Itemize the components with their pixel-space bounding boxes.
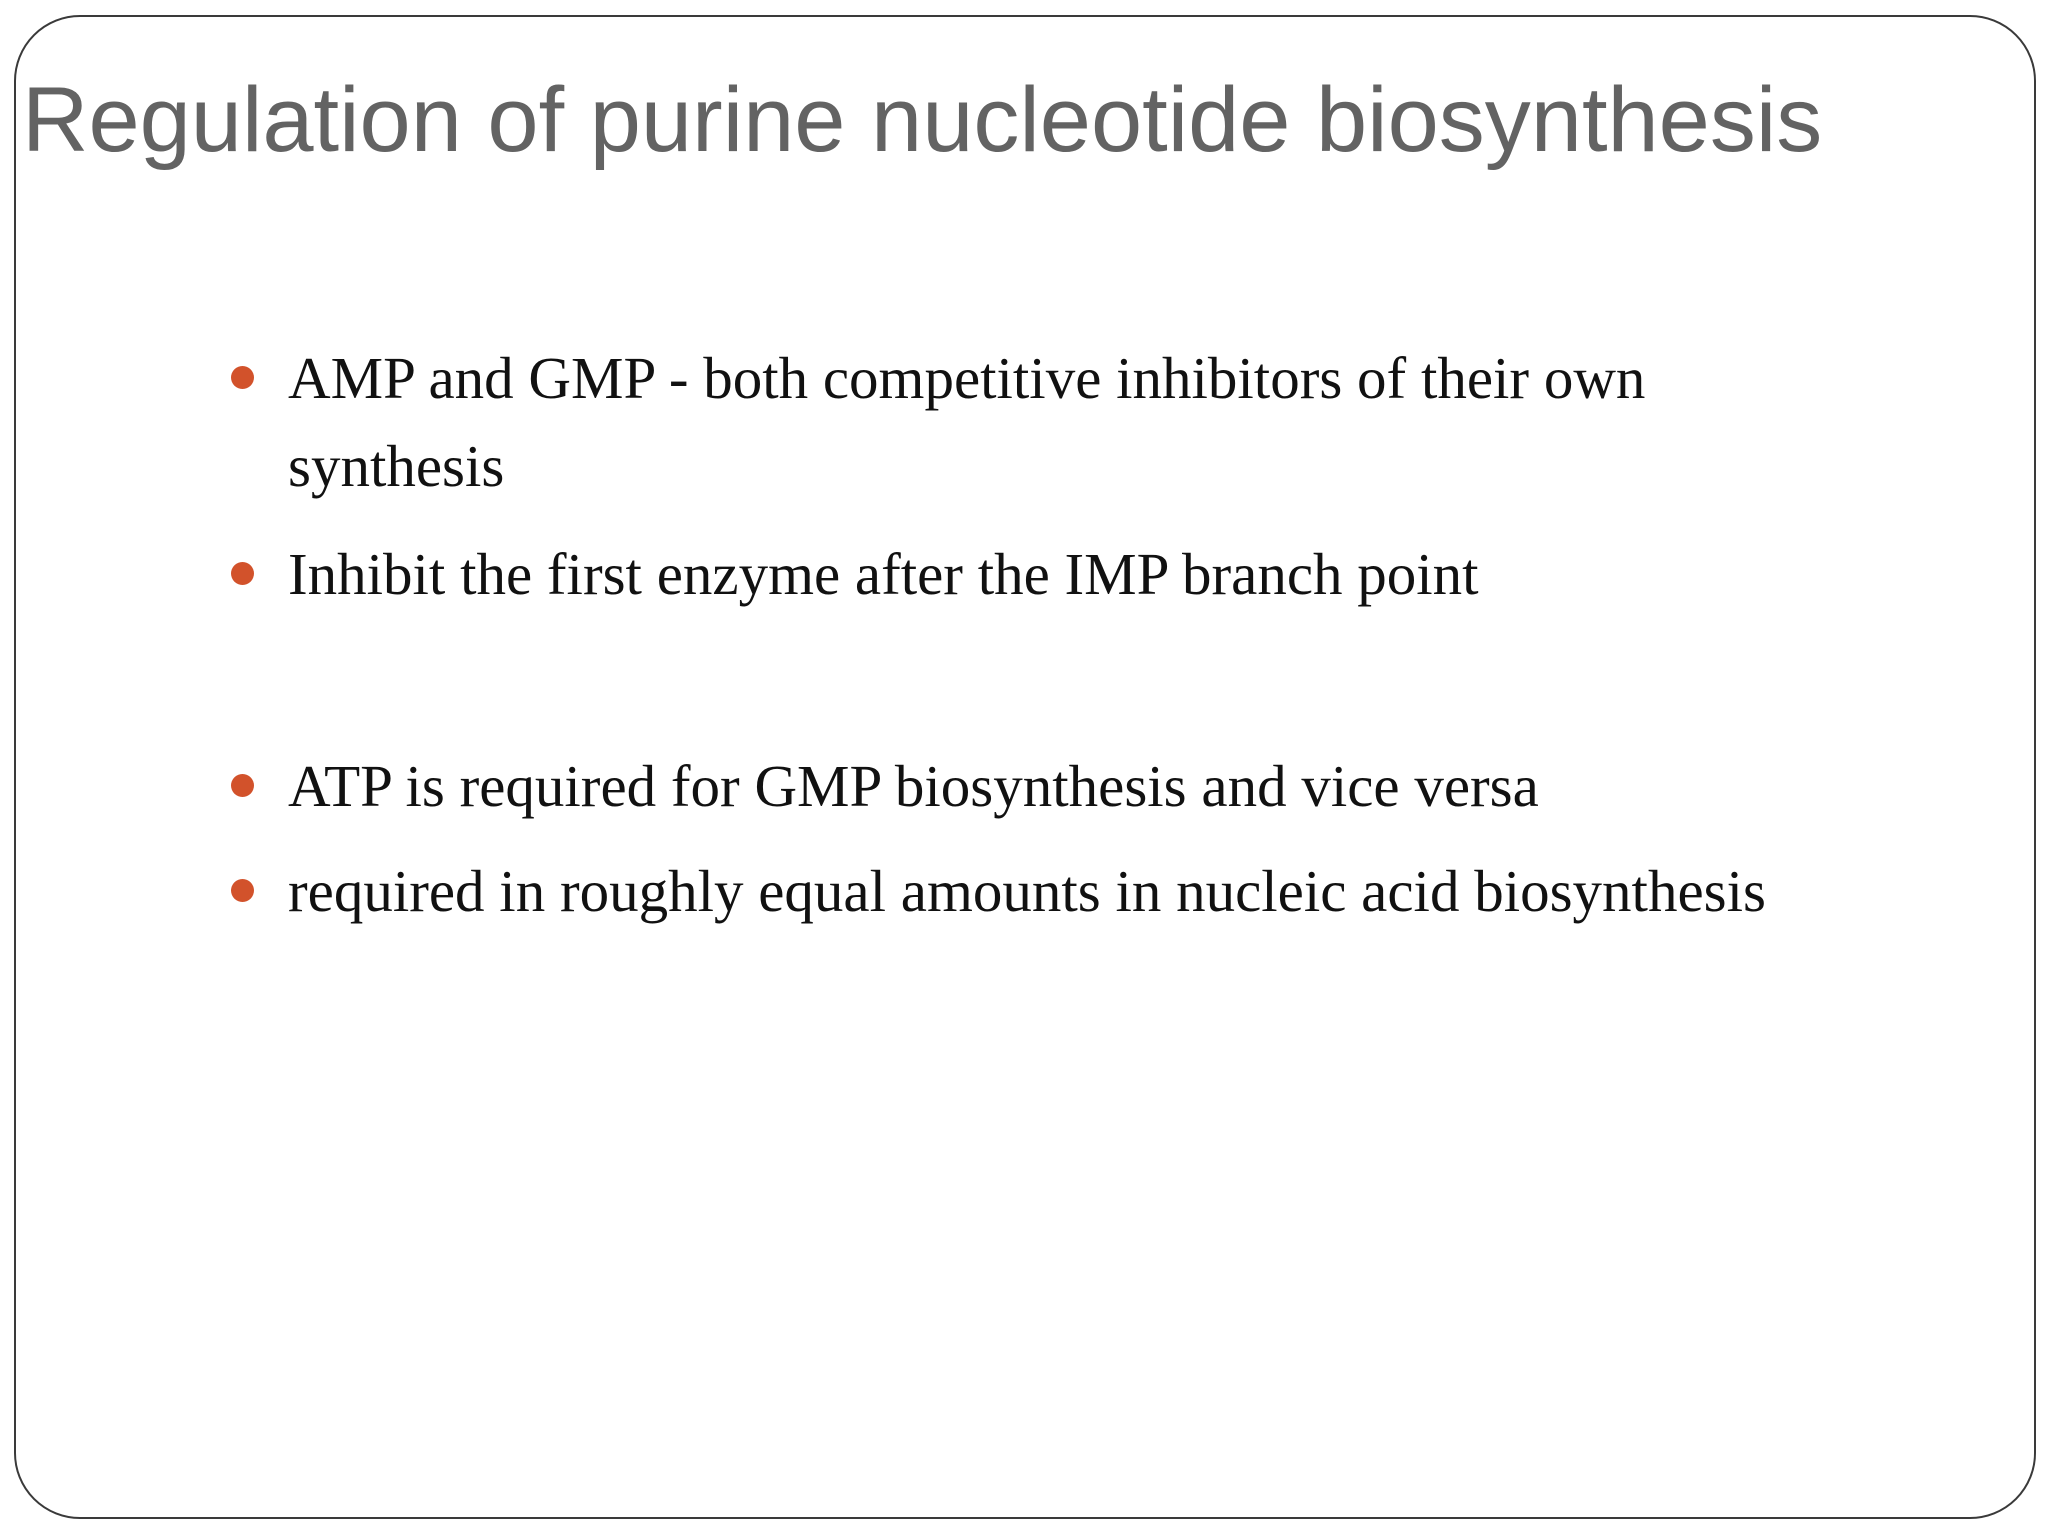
bullet-dot-icon	[231, 366, 254, 389]
bullet-text: Inhibit the first enzyme after the IMP branch point	[288, 541, 1479, 607]
bullet-dot-icon	[231, 774, 254, 797]
slide-title: Regulation of purine nucleotide biosynthesis	[22, 69, 1823, 171]
bullet-item	[288, 334, 1868, 510]
bullet-item	[288, 847, 1868, 935]
bullet-item	[288, 742, 1868, 830]
bullet-dot-icon	[231, 562, 254, 585]
bullet-text: required in roughly equal amounts in nucleic acid biosynthesis	[288, 858, 1766, 924]
bullet-item	[288, 530, 1868, 618]
bullet-dot-icon	[231, 879, 254, 902]
bullet-text: ATP is required for GMP biosynthesis and vice versa	[288, 753, 1539, 819]
bullet-text: AMP and GMP - both competitive inhibitors of their own synthesis	[288, 345, 1646, 499]
